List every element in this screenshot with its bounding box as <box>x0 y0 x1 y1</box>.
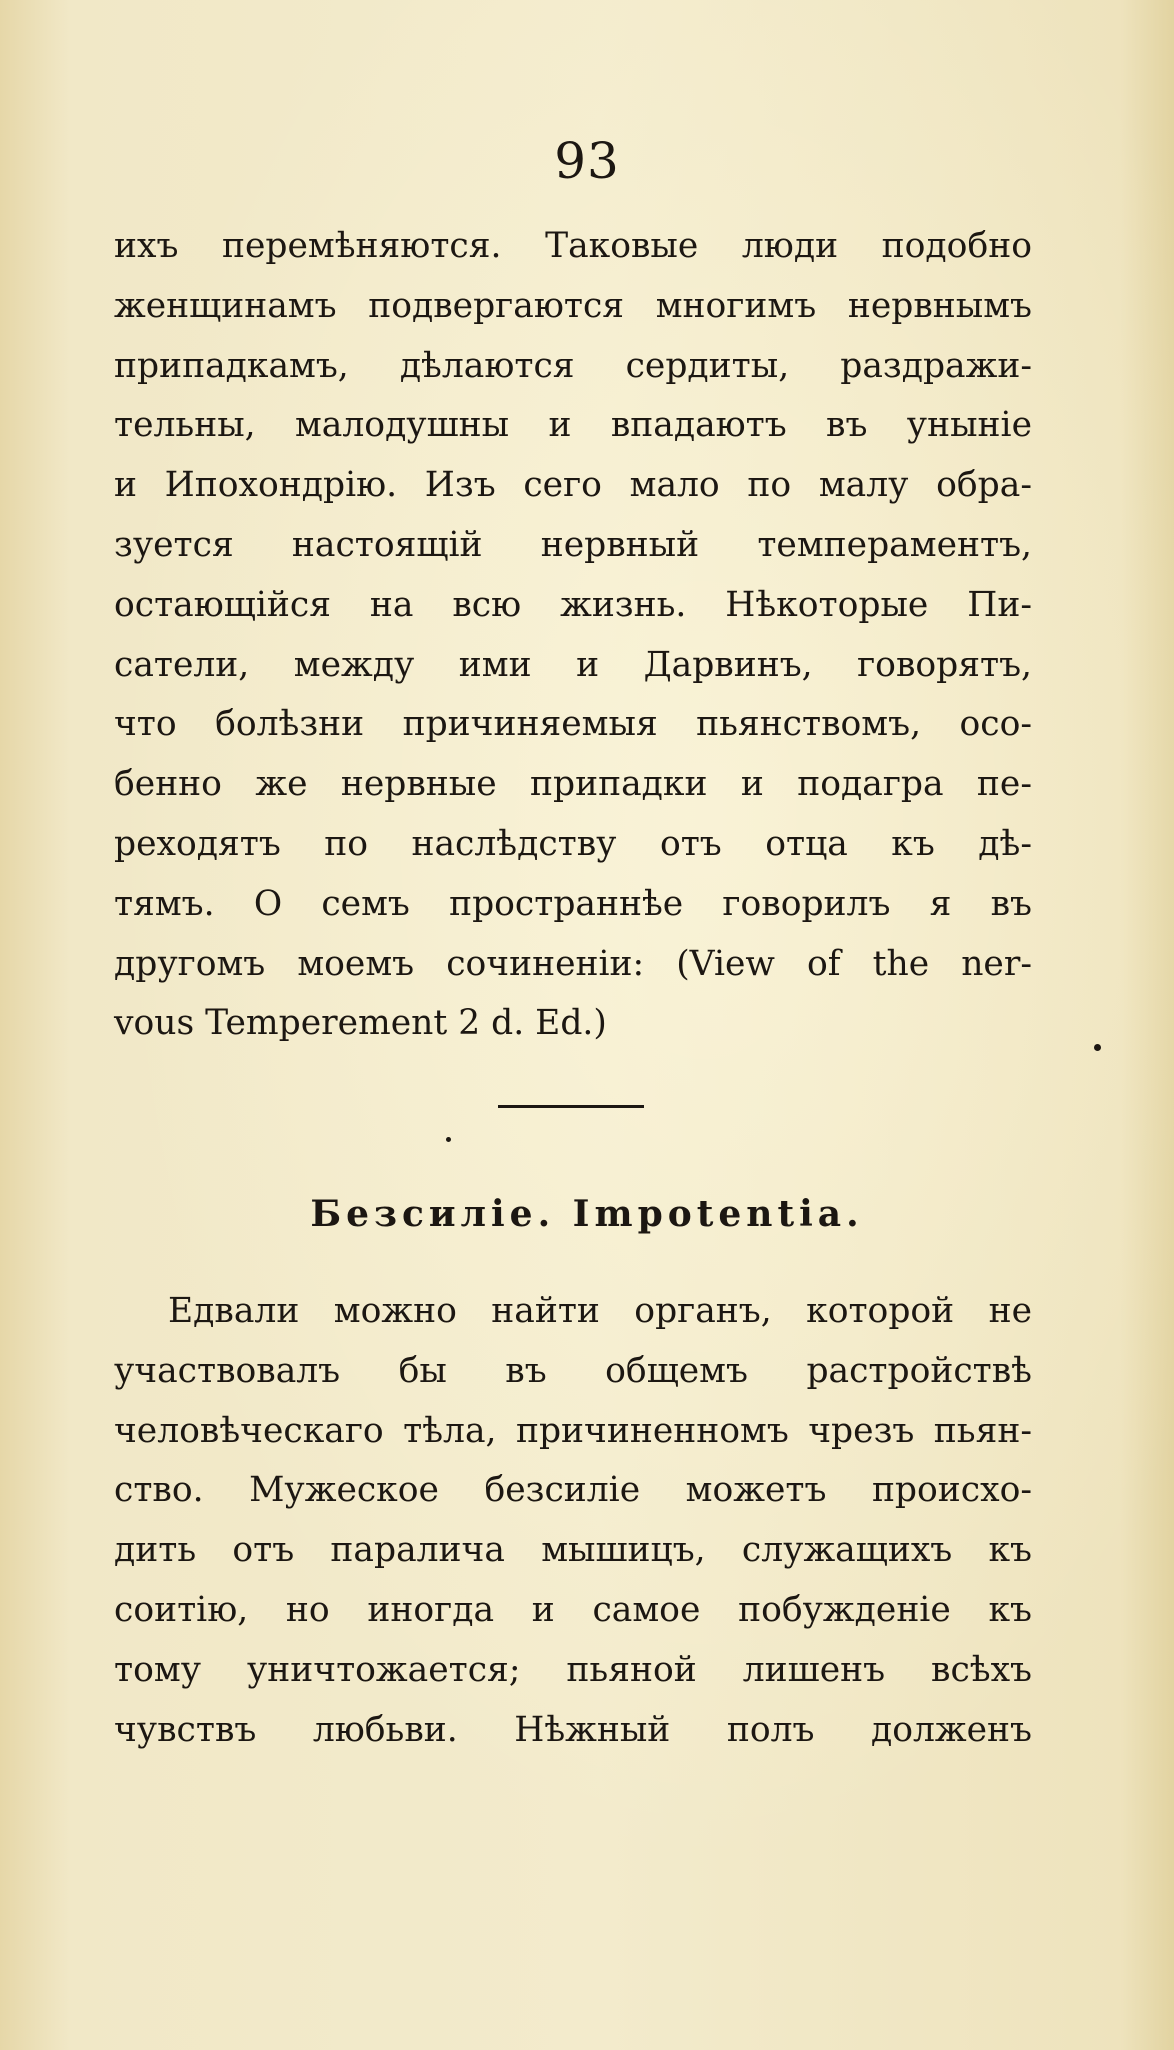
text-line: ихъ перемѣняются. Таковые люди подобно <box>114 226 1032 266</box>
text-line: что болѣзни причиняемыя пьянствомъ, осо- <box>114 704 1032 745</box>
text-line: и Ипохондрію. Изъ сего мало по малу обра- <box>114 465 1032 506</box>
page-number: 93 <box>554 132 620 190</box>
section-divider <box>498 1105 644 1108</box>
text-line: ство. Мужеское безсиліе можетъ происхо- <box>114 1470 1032 1511</box>
text-line: vous Temperement 2 d. Ed.) <box>114 1003 607 1044</box>
section-heading: Безсиліе. Impotentia. <box>310 1193 864 1235</box>
text-line: припадкамъ, дѣлаются сердиты, раздражи- <box>114 345 1032 386</box>
text-line: сатели, между ими и Дарвинъ, говорятъ, <box>114 644 1032 685</box>
text-line: другомъ моемъ сочиненіи: (View of the ner- <box>114 943 1032 984</box>
text-line: реходятъ по наслѣдству отъ отца къ дѣ- <box>114 823 1032 864</box>
ink-speck <box>1094 1044 1101 1051</box>
text-line: чувствъ любьви. Нѣжный полъ долженъ <box>114 1709 1032 1750</box>
text-line: человѣческаго тѣла, причиненномъ чрезъ пьян- <box>114 1410 1032 1451</box>
text-line: Едвали можно найти органъ, которой не <box>168 1291 1032 1331</box>
ink-speck <box>446 1137 451 1142</box>
paragraph-continued <box>114 217 1032 1054</box>
text-line: тельны, малодушны и впадаютъ въ уныніе <box>114 405 1032 446</box>
text-line: дить отъ паралича мышицъ, служащихъ къ <box>114 1530 1032 1571</box>
text-line: тямъ. О семъ пространнѣе говорилъ я въ <box>114 883 1032 924</box>
paragraph-section <box>114 1282 1032 1760</box>
text-line: зуется настоящій нервный темпераментъ, <box>114 524 1032 565</box>
text-line: участвовалъ бы въ общемъ растройствѣ <box>114 1350 1032 1391</box>
text-line: женщинамъ подвергаются многимъ нервнымъ <box>114 285 1032 326</box>
text-line: соитію, но иногда и самое побужденіе къ <box>114 1589 1032 1630</box>
text-line: тому уничтожается; пьяной лишенъ всѣхъ <box>114 1649 1032 1690</box>
text-line: бенно же нервные припадки и подагра пе- <box>114 764 1032 805</box>
text-line: остающійся на всю жизнь. Нѣкоторые Пи- <box>114 584 1032 625</box>
